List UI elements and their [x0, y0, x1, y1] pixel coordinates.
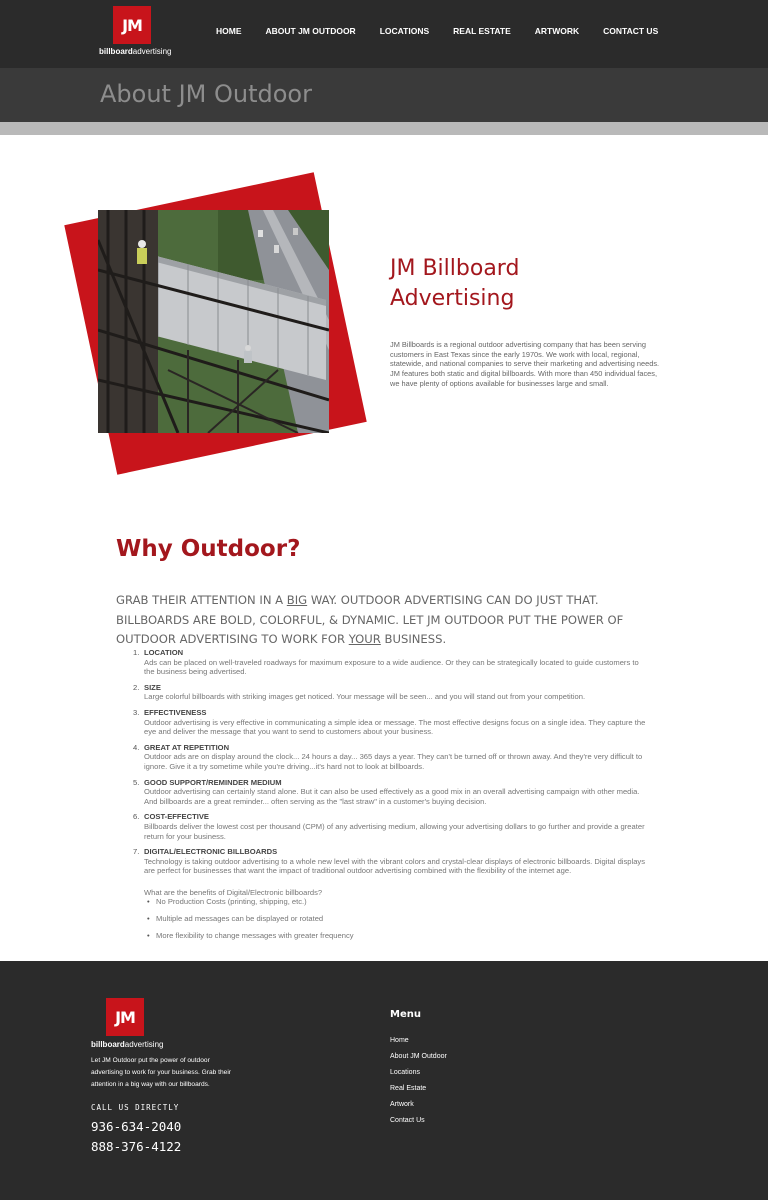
reason-title: SIZE	[144, 682, 161, 692]
footer-menu	[390, 1037, 447, 1133]
page-title: About JM Outdoor	[100, 80, 312, 108]
reason-title: GREAT AT REPETITION	[144, 742, 230, 752]
nav-real-estate[interactable]: REAL ESTATE	[453, 26, 511, 36]
list-item: 7. DIGITAL/ELECTRONIC BILLBOARDS Technology is taking outdoor advertising to a whole new level with the vibrant colors and crystal-clear displays of electronic billboards. Digital displays are perfect for businesses that want the impact of traditional outdoor advertising combined with the flexibility of the internet age. What are the benefits of Digital/Electronic billboards? • No Production Costs (printing, shipping, etc.) • Multiple ad messages can be displayed or rotated • More flexibility to change messages with greater frequency	[144, 847, 650, 940]
footer-link-contact[interactable]: Contact Us	[390, 1117, 425, 1124]
list-item: 2. SIZE Large colorful billboards with striking images get noticed. Your message will be seen... and you will stand out from your competition.	[144, 683, 650, 702]
about-heading: JM Billboard Advertising	[390, 256, 520, 311]
reason-title: GOOD SUPPORT/REMINDER MEDIUM	[144, 777, 282, 787]
reason-title: COST-EFFECTIVE	[144, 812, 209, 822]
list-item: 3. EFFECTIVENESS Outdoor advertising is very effective in communicating a simple idea or message. The most effective designs focus on a single idea. They capture the eye and deliver the message that you want to send to customers about your business.	[144, 708, 650, 737]
logo-mark: JM	[113, 6, 151, 44]
reason-text: Technology is taking outdoor advertising to a whole new level with the vibrant colors and crystal-clear displays of electronic billboards. Digital displays are perfect for businesses that want the impact of traditional outdoor advertising combined with the flexibility of the internet age.	[144, 856, 646, 876]
reasons-list	[133, 648, 650, 947]
logo-wordmark: billboardadvertising	[91, 1040, 164, 1049]
nav-home[interactable]: HOME	[216, 26, 242, 36]
reason-title: EFFECTIVENESS	[144, 707, 207, 717]
nav-artwork[interactable]: ARTWORK	[534, 26, 580, 36]
nav-about[interactable]: ABOUT JM OUTDOOR	[265, 26, 356, 36]
footer-link-real-estate[interactable]: Real Estate	[390, 1085, 427, 1092]
billboard-construction-photo	[98, 210, 329, 433]
nav-contact[interactable]: CONTACT US	[603, 26, 659, 36]
benefits-list	[144, 897, 650, 940]
benefit-item: • No Production Costs (printing, shipping, etc.)	[156, 897, 650, 907]
list-item: 5. GOOD SUPPORT/REMINDER MEDIUM Outdoor advertising can certainly stand alone. But it can also be used effectively as a good mix in an overall advertising campaign with other media. And billboards are a great reminder... often serving as the "last straw" in a customer's buying decision.	[144, 778, 650, 807]
page-header-band	[0, 68, 768, 122]
benefit-item: • Multiple ad messages can be displayed or rotated	[156, 914, 650, 924]
logo-wordmark: billboardadvertising	[99, 47, 172, 56]
phone-number-2[interactable]: 888-376-4122	[91, 1139, 182, 1154]
list-item: 6. COST-EFFECTIVE Billboards deliver the lowest cost per thousand (CPM) of any advertising medium, allowing your advertising dollars to go further and provide a greater return for your business.	[144, 812, 650, 841]
reason-text: Outdoor advertising is very effective in communicating a simple idea or message. The most effective designs focus on a single idea. They capture the eye and deliver the message that you want to send to customers about your business.	[144, 717, 646, 737]
why-outdoor-heading: Why Outdoor?	[116, 536, 301, 562]
nav-locations[interactable]: LOCATIONS	[379, 26, 430, 36]
footer-tagline: Let JM Outdoor put the power of outdoor advertising to work for your business. Grab their attention in a big way with our billboards.	[91, 1057, 231, 1088]
reason-title: DIGITAL/ELECTRONIC BILLBOARDS	[144, 847, 278, 857]
main-nav	[216, 26, 682, 36]
divider-band	[0, 122, 768, 135]
footer-link-locations[interactable]: Locations	[390, 1069, 420, 1076]
about-description: JM Billboards is a regional outdoor advertising company that has been serving customers in East Texas since the early 1970s. We work with local, regional, statewide, and national companies to serve their marketing and advertising needs. JM features both static and digital billboards. With more than 450 individual faces, we have plenty of options available for businesses large and small.	[390, 340, 660, 388]
top-nav-bar	[0, 0, 768, 68]
footer-logo[interactable]	[91, 998, 171, 1049]
call-us-label: CALL US DIRECTLY	[91, 1103, 180, 1112]
benefits-question: What are the benefits of Digital/Electronic billboards?	[144, 887, 323, 897]
why-outdoor-lead: GRAB THEIR ATTENTION IN A BIG WAY. OUTDOOR ADVERTISING CAN DO JUST THAT. BILLBOARDS ARE BOLD, COLORFUL, & DYNAMIC. LET JM OUTDOOR PUT THE POWER OF OUTDOOR ADVERTISING TO WORK FOR YOUR BUSINESS.	[116, 593, 624, 646]
benefit-item: • More flexibility to change messages with greater frequency	[156, 931, 650, 941]
footer-menu-title: Menu	[390, 1009, 421, 1020]
footer-link-artwork[interactable]: Artwork	[390, 1101, 414, 1108]
reason-text: Outdoor ads are on display around the clock... 24 hours a day... 365 days a year. They can't be turned off or thrown away. And they're very difficult to ignore. Give it a try sometime while you're driving...it's hard not to look at billboards.	[144, 752, 643, 771]
footer-link-home[interactable]: Home	[390, 1037, 409, 1044]
site-logo[interactable]	[99, 6, 172, 56]
phone-number-1[interactable]: 936-634-2040	[91, 1119, 182, 1134]
footer-link-about[interactable]: About JM Outdoor	[390, 1053, 447, 1060]
reason-text: Large colorful billboards with striking images get noticed. Your message will be seen... and you will stand out from your competition.	[144, 692, 586, 702]
list-item: 1. LOCATION Ads can be placed on well-traveled roadways for maximum exposure to a wide audience. Or they can be strategically located to guide customers to the business being advertised.	[144, 648, 650, 677]
reason-text: Outdoor advertising can certainly stand alone. But it can also be used effectively as a good mix in an overall advertising campaign with other media. And billboards are a great reminder... often serving as the "last straw" in a customer's buying decision.	[144, 787, 640, 806]
reason-text: Ads can be placed on well-traveled roadways for maximum exposure to a wide audience. Or they can be strategically located to guide customers to the business being advertised.	[144, 657, 639, 677]
list-item: 4. GREAT AT REPETITION Outdoor ads are on display around the clock... 24 hours a day... 365 days a year. They can't be turned off or thrown away. And they're very difficult to ignore. Give it a try sometime while you're driving...it's hard not to look at billboards.	[144, 743, 650, 772]
logo-mark: JM	[106, 998, 144, 1036]
reason-text: Billboards deliver the lowest cost per thousand (CPM) of any advertising medium, allowing your advertising dollars to go further and provide a greater return for your business.	[144, 821, 645, 841]
reason-title: LOCATION	[144, 648, 184, 657]
site-footer	[0, 961, 768, 1200]
